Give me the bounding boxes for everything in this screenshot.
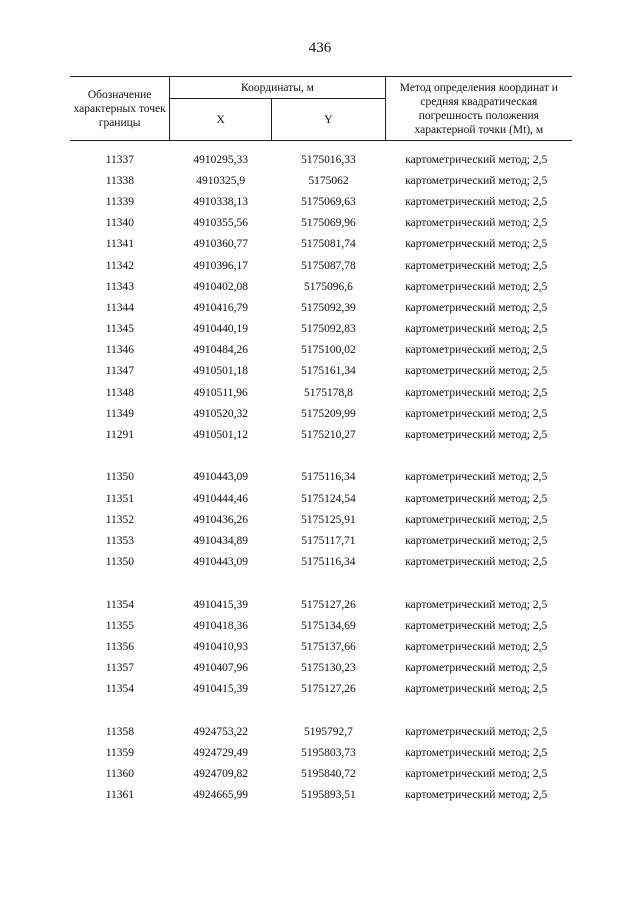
- cell-point-id: 11354: [105, 683, 135, 696]
- cell-x: 4910443,09: [193, 471, 248, 484]
- cell-method: картометрический метод; 2,5: [405, 365, 548, 378]
- table-row: [70, 191, 572, 212]
- cell-x: 4924665,99: [193, 789, 248, 802]
- cell-method: картометрический метод; 2,5: [405, 323, 548, 336]
- cell-method: картометрический метод; 2,5: [405, 195, 548, 208]
- table-row: [70, 721, 572, 742]
- cell-x: 4910436,26: [193, 513, 248, 526]
- cell-x: 4910440,19: [193, 323, 248, 336]
- page-number: 436: [308, 40, 332, 56]
- cell-method: картометрический метод; 2,5: [405, 768, 548, 781]
- table-row: [70, 615, 572, 636]
- cell-point-id: 11358: [105, 725, 135, 738]
- cell-y: 5175069,63: [301, 195, 356, 208]
- cell-y: 5175209,99: [301, 407, 356, 420]
- cell-method: картометрический метод; 2,5: [405, 746, 548, 759]
- cell-method: картометрический метод; 2,5: [405, 280, 548, 293]
- cell-y: 5195893,51: [301, 789, 356, 802]
- table-row: [70, 213, 572, 234]
- cell-point-id: 11341: [105, 238, 135, 251]
- cell-point-id: 11338: [105, 174, 135, 187]
- coordinates-table: [70, 76, 572, 806]
- cell-point-id: 11345: [105, 323, 135, 336]
- header-point-designation: Обозначение характерных точек границы: [70, 77, 170, 141]
- cell-x: 4910407,96: [193, 662, 248, 675]
- cell-x: 4910501,12: [193, 429, 248, 442]
- cell-point-id: 11350: [105, 471, 135, 484]
- table-row: [70, 742, 572, 763]
- table-row: [70, 319, 572, 340]
- cell-method: картометрический метод; 2,5: [405, 619, 548, 632]
- cell-point-id: 11344: [105, 301, 135, 314]
- cell-method: картометрический метод; 2,5: [405, 640, 548, 653]
- cell-x: 4910355,56: [193, 217, 248, 230]
- row-spacer: [70, 700, 572, 721]
- cell-y: 5175081,74: [301, 238, 356, 251]
- cell-x: 4910434,89: [193, 534, 248, 547]
- cell-x: 4910415,39: [193, 598, 248, 611]
- table-row: [70, 679, 572, 700]
- cell-point-id: 11361: [105, 789, 135, 802]
- cell-y: 5175069,96: [301, 217, 356, 230]
- cell-point-id: 11339: [105, 195, 135, 208]
- cell-method: картометрический метод; 2,5: [405, 407, 548, 420]
- cell-point-id: 11351: [105, 492, 135, 505]
- cell-y: 5195792,7: [304, 725, 353, 738]
- cell-method: картометрический метод; 2,5: [405, 662, 548, 675]
- table-row: [70, 488, 572, 509]
- cell-x: 4910484,26: [193, 344, 248, 357]
- cell-x: 4910396,17: [193, 259, 248, 272]
- cell-y: 5175210,27: [301, 429, 356, 442]
- table-row: [70, 424, 572, 445]
- row-spacer: [70, 446, 572, 467]
- cell-x: 4910295,33: [193, 153, 248, 166]
- cell-method: картометрический метод; 2,5: [405, 598, 548, 611]
- cell-x: 4924709,82: [193, 768, 248, 781]
- table-row: [70, 467, 572, 488]
- cell-point-id: 11357: [105, 662, 135, 675]
- cell-y: 5175127,26: [301, 683, 356, 696]
- cell-point-id: 11352: [105, 513, 135, 526]
- table-row: [70, 658, 572, 679]
- cell-y: 5175134,69: [301, 619, 356, 632]
- cell-y: 5175062: [308, 174, 349, 187]
- cell-method: картометрический метод; 2,5: [405, 386, 548, 399]
- cell-y: 5175016,33: [301, 153, 356, 166]
- cell-y: 5175130,23: [301, 662, 356, 675]
- header-x: X: [170, 99, 272, 141]
- cell-method: картометрический метод; 2,5: [405, 534, 548, 547]
- table-row: [70, 149, 572, 170]
- cell-method: картометрический метод; 2,5: [405, 789, 548, 802]
- table-row: [70, 297, 572, 318]
- header-coordinates: Координаты, м: [170, 77, 386, 99]
- cell-y: 5175124,54: [301, 492, 356, 505]
- cell-y: 5175092,39: [301, 301, 356, 314]
- cell-method: картометрический метод; 2,5: [405, 683, 548, 696]
- cell-point-id: 11348: [105, 386, 135, 399]
- cell-point-id: 11347: [105, 365, 135, 378]
- cell-x: 4910418,36: [193, 619, 248, 632]
- cell-method: картометрический метод; 2,5: [405, 513, 548, 526]
- cell-y: 5195803,73: [301, 746, 356, 759]
- cell-y: 5175117,71: [301, 534, 356, 547]
- table-row: [70, 340, 572, 361]
- table-row: [70, 170, 572, 191]
- cell-x: 4910520,32: [193, 407, 248, 420]
- cell-method: картометрический метод; 2,5: [405, 429, 548, 442]
- cell-x: 4910410,93: [193, 640, 248, 653]
- table-row: [70, 509, 572, 530]
- table-row: [70, 785, 572, 806]
- cell-point-id: 11343: [105, 280, 135, 293]
- cell-point-id: 11291: [105, 429, 135, 442]
- cell-y: 5175092,83: [301, 323, 356, 336]
- cell-point-id: 11359: [105, 746, 135, 759]
- cell-x: 4910402,08: [193, 280, 248, 293]
- cell-y: 5175116,34: [301, 556, 356, 569]
- cell-y: 5175127,26: [301, 598, 356, 611]
- cell-y: 5175178,8: [304, 386, 353, 399]
- cell-x: 4910416,79: [193, 301, 248, 314]
- table-row: [70, 361, 572, 382]
- table-header: [70, 77, 572, 141]
- cell-x: 4924729,49: [193, 746, 248, 759]
- table-row: [70, 382, 572, 403]
- table-row: [70, 255, 572, 276]
- cell-x: 4910325,9: [196, 174, 246, 187]
- cell-point-id: 11354: [105, 598, 135, 611]
- cell-x: 4910360,77: [193, 238, 248, 251]
- cell-point-id: 11349: [105, 407, 135, 420]
- cell-method: картометрический метод; 2,5: [405, 259, 548, 272]
- cell-y: 5175125,91: [301, 513, 356, 526]
- cell-point-id: 11356: [105, 640, 135, 653]
- cell-x: 4910415,39: [193, 683, 248, 696]
- cell-method: картометрический метод; 2,5: [405, 153, 548, 166]
- cell-x: 4910338,13: [193, 195, 248, 208]
- cell-y: 5175096,6: [304, 280, 353, 293]
- table-row: [70, 552, 572, 573]
- table-row: [70, 234, 572, 255]
- cell-y: 5175087,78: [301, 259, 356, 272]
- row-spacer: [70, 573, 572, 594]
- cell-method: картометрический метод; 2,5: [405, 556, 548, 569]
- table-body: [70, 141, 572, 806]
- cell-point-id: 11350: [105, 556, 135, 569]
- cell-point-id: 11340: [105, 217, 135, 230]
- cell-method: картометрический метод; 2,5: [405, 217, 548, 230]
- cell-y: 5175161,34: [301, 365, 356, 378]
- cell-method: картометрический метод; 2,5: [405, 492, 548, 505]
- cell-point-id: 11360: [105, 768, 135, 781]
- table-row: [70, 763, 572, 784]
- cell-method: картометрический метод; 2,5: [405, 174, 548, 187]
- table-row: [70, 636, 572, 657]
- header-method: Метод определения координат и средняя квадратическая погрешность положения характерной точки (Mt), м: [385, 77, 572, 141]
- cell-point-id: 11342: [105, 259, 135, 272]
- cell-y: 5175100,02: [301, 344, 356, 357]
- table-row: [70, 594, 572, 615]
- cell-x: 4910444,46: [193, 492, 248, 505]
- cell-point-id: 11355: [105, 619, 135, 632]
- cell-x: 4910501,18: [193, 365, 248, 378]
- table-row: [70, 403, 572, 424]
- cell-method: картометрический метод; 2,5: [405, 344, 548, 357]
- cell-point-id: 11337: [105, 153, 135, 166]
- table-row: [70, 276, 572, 297]
- cell-point-id: 11353: [105, 534, 135, 547]
- cell-x: 4924753,22: [193, 725, 248, 738]
- cell-method: картометрический метод; 2,5: [405, 301, 548, 314]
- cell-x: 4910443,09: [193, 556, 248, 569]
- cell-y: 5175116,34: [301, 471, 356, 484]
- cell-method: картометрический метод; 2,5: [405, 725, 548, 738]
- row-spacer: [70, 141, 572, 150]
- header-y: Y: [272, 99, 386, 141]
- cell-y: 5195840,72: [301, 768, 356, 781]
- cell-y: 5175137,66: [301, 640, 356, 653]
- cell-x: 4910511,96: [193, 386, 248, 399]
- cell-method: картометрический метод; 2,5: [405, 238, 548, 251]
- cell-point-id: 11346: [105, 344, 135, 357]
- table-row: [70, 530, 572, 551]
- cell-method: картометрический метод; 2,5: [405, 471, 548, 484]
